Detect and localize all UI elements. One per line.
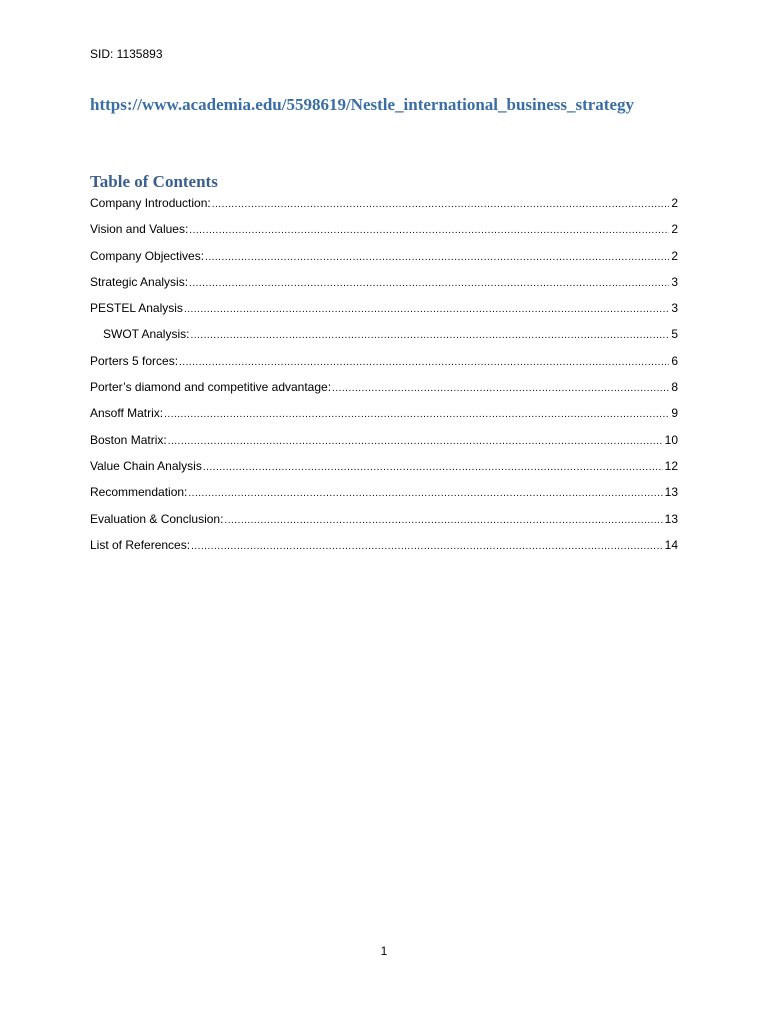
toc-entry-page: 13: [664, 485, 678, 500]
toc-entry-page: 13: [664, 511, 678, 526]
toc-entry-title: Porters 5 forces:: [90, 353, 179, 368]
toc-entry-title: Boston Matrix:: [90, 432, 167, 447]
toc-leader-dots: [168, 436, 663, 447]
toc-entry-page: 2: [671, 196, 678, 210]
toc-entry-ansoff-matrix[interactable]: [90, 406, 678, 432]
toc-leader-dots: [203, 462, 663, 473]
toc-leader-dots: [164, 409, 669, 420]
page-number: 1: [380, 944, 388, 958]
toc-entry-page: 12: [664, 458, 678, 473]
toc-entry-vision-and-values[interactable]: [90, 222, 678, 248]
toc-entry-recommendation[interactable]: [90, 485, 678, 511]
toc-entry-page: 2: [671, 248, 678, 263]
toc-entry-list-of-references[interactable]: [90, 538, 678, 564]
toc-leader-dots: [179, 357, 669, 368]
toc-leader-dots: [190, 330, 669, 341]
toc-entry-title: Vision and Values:: [90, 222, 189, 237]
toc-leader-dots: [191, 541, 663, 552]
toc-leader-dots: [184, 304, 669, 315]
toc-entry-porters-diamond[interactable]: [90, 380, 678, 406]
toc-leader-dots: [212, 199, 670, 210]
toc-leader-dots: [332, 383, 669, 394]
toc-leader-dots: [189, 225, 669, 236]
toc-entry-porters-5-forces[interactable]: [90, 354, 678, 380]
toc-entry-title: Company Introduction:: [90, 196, 211, 210]
toc-entry-title: SWOT Analysis:: [103, 327, 190, 342]
toc-entry-title: List of References:: [90, 537, 191, 552]
toc-entry-boston-matrix[interactable]: [90, 433, 678, 459]
toc-entry-pestel-analysis[interactable]: [90, 301, 678, 327]
toc-entry-page: 2: [671, 222, 678, 237]
toc-entry-title: Recommendation:: [90, 485, 188, 500]
toc-entry-strategic-analysis[interactable]: [90, 275, 678, 301]
toc-entry-page: 3: [671, 301, 678, 316]
toc-entry-title: Evaluation & Conclusion:: [90, 511, 224, 526]
toc-entry-title: PESTEL Analysis: [90, 301, 183, 316]
table-of-contents: [90, 196, 678, 564]
toc-entry-swot-analysis[interactable]: [90, 327, 678, 353]
toc-entry-title: Company Objectives:: [90, 248, 205, 263]
toc-leader-dots: [224, 515, 662, 526]
toc-entry-evaluation-conclusion[interactable]: [90, 512, 678, 538]
reference-link[interactable]: https://www.academia.edu/5598619/Nestle_international_business_strategy: [90, 95, 634, 114]
toc-entry-title: Ansoff Matrix:: [90, 406, 164, 421]
toc-entry-page: 5: [671, 327, 678, 342]
toc-heading: Table of Contents: [90, 172, 218, 191]
toc-entry-company-introduction[interactable]: [90, 196, 678, 222]
toc-entry-company-objectives[interactable]: [90, 249, 678, 275]
toc-entry-value-chain-analysis[interactable]: [90, 459, 678, 485]
toc-entry-title: Porter’s diamond and competitive advantage:: [90, 380, 332, 395]
toc-leader-dots: [189, 278, 669, 289]
toc-leader-dots: [188, 488, 662, 499]
toc-entry-page: 3: [671, 274, 678, 289]
toc-entry-page: 6: [671, 353, 678, 368]
toc-entry-page: 8: [671, 380, 678, 395]
toc-entry-title: Value Chain Analysis: [90, 458, 202, 473]
toc-leader-dots: [205, 252, 669, 263]
toc-entry-page: 10: [664, 432, 678, 447]
toc-entry-page: 9: [671, 406, 678, 421]
student-id: SID: 1135893: [90, 47, 163, 61]
toc-entry-title: Strategic Analysis:: [90, 274, 189, 289]
toc-entry-page: 14: [664, 537, 678, 552]
